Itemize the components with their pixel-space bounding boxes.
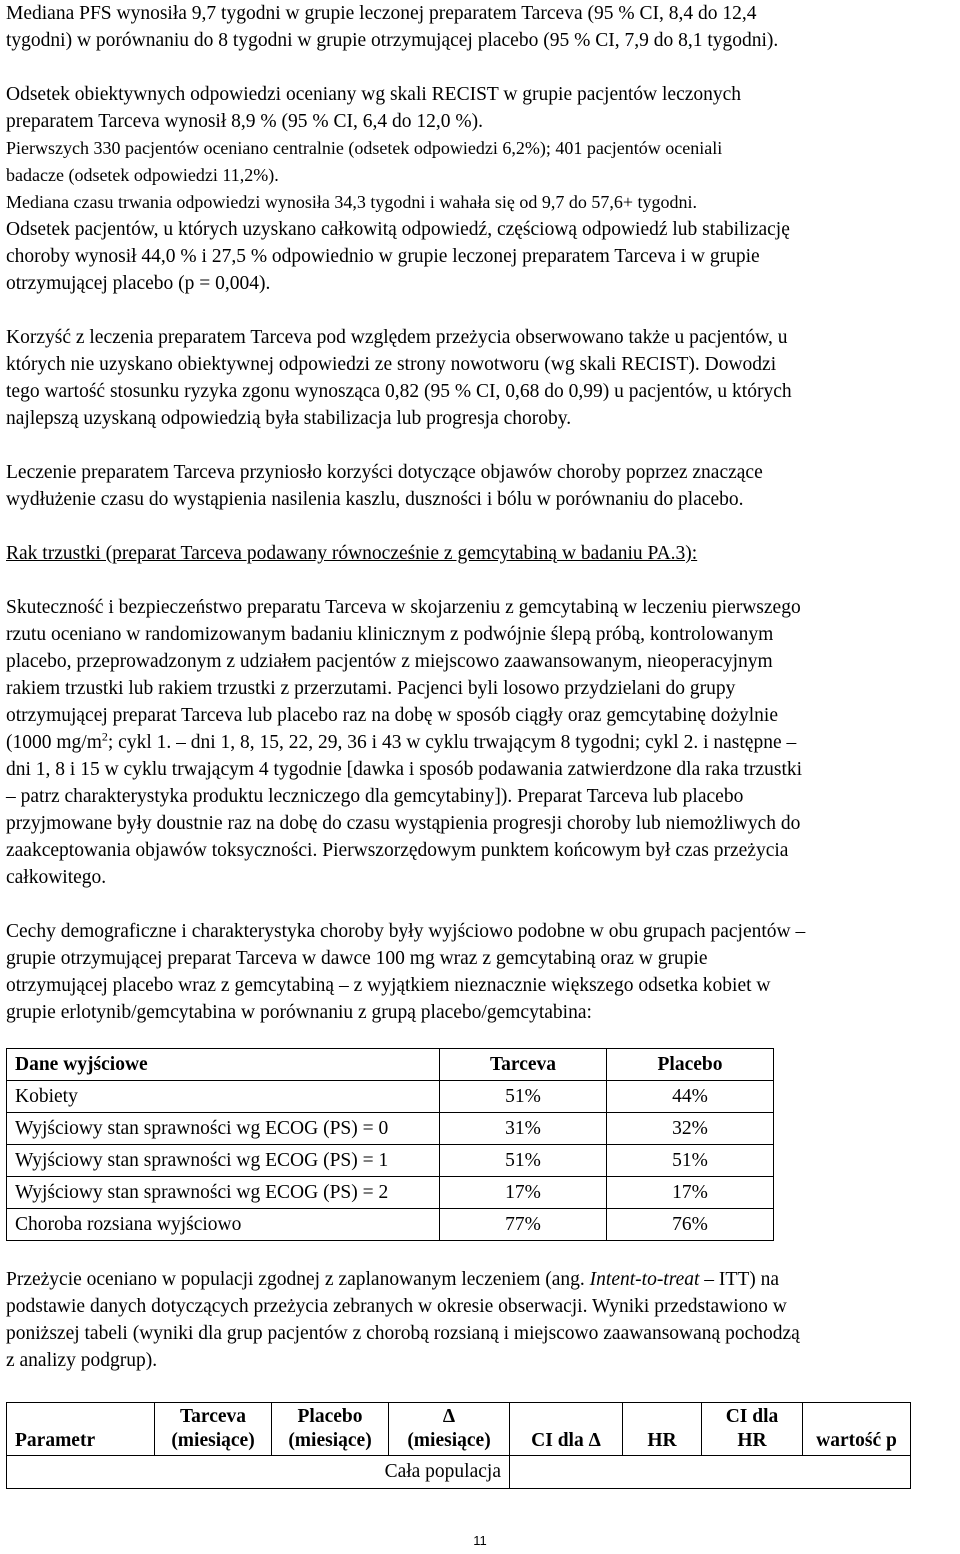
table-cell: Choroba rozsiana wyjściowo [7,1209,440,1241]
table-cell: 32% [607,1113,774,1145]
paragraph-pfs [6,0,954,54]
text-line: dni 1, 8 i 15 w cyklu trwającym 4 tygodnie [dawka i sposób podawania zatwierdzone dla raka trzustki [6,759,803,780]
table-header-cell: CI dla Δ [510,1403,623,1456]
header-text: Placebo [297,1406,363,1427]
header-text: HR [737,1430,767,1451]
table-header-cell: Tarceva [440,1049,607,1081]
text-line: otrzymującej placebo (p = 0,004). [6,273,271,294]
text-span: – ITT) na [699,1269,780,1290]
document-page [6,0,954,1489]
table-row [7,1177,774,1209]
text-span: Przeżycie oceniano w populacji zgodnej z zaplanowanym leczeniem (ang. [6,1269,590,1290]
text-line: badacze (odsetek odpowiedzi 11,2%). [6,165,279,185]
text-line: poniższej tabeli (wyniki dla grup pacjentów z chorobą rozsianą i miejscowo zaawansowaną pochodzą [6,1323,800,1344]
table-header-cell: Parametr [7,1403,155,1456]
table-header-cell: Placebo [607,1049,774,1081]
text-line: rzutu oceniano w randomizowanym badaniu klinicznym z podwójnie ślepą próbą, kontrolowanym [6,624,774,645]
table-header-cell [702,1403,803,1456]
text-line: których nie uzyskano obiektywnej odpowiedzi ze strony nowotworu (wg skali RECIST). Dowodzi [6,354,777,375]
text-line: Leczenie preparatem Tarceva przyniosło korzyści dotyczące objawów choroby poprzez znaczące [6,462,763,483]
text-line: placebo, przeprowadzonym z udziałem pacjentów z miejscowo zaawansowanym, nieoperacyjnym [6,651,773,672]
header-text: Tarceva [179,1406,247,1427]
table-cell: 51% [440,1145,607,1177]
table-cell [510,1456,911,1489]
text-line: – patrz charakterystyka produktu leczniczego dla gemcytabiny]). Preparat Tarceva lub placebo [6,786,744,807]
text-line: najlepszą uzyskaną odpowiedzią była stabilizacja lub progresja choroby. [6,408,572,429]
table-cell: Wyjściowy stan sprawności wg ECOG (PS) = 2 [7,1177,440,1209]
table-cell: 76% [607,1209,774,1241]
table-cell: 51% [607,1145,774,1177]
italic-term: Intent-to-treat [589,1269,700,1290]
table-row [7,1081,774,1113]
table-cell: 51% [440,1081,607,1113]
table-header-row [7,1403,911,1456]
text-line: tego wartość stosunku ryzyka zgonu wynosząca 0,82 (95 % CI, 0,68 do 0,99) u pacjentów, u których [6,381,792,402]
paragraph-symptoms [6,459,954,513]
text-line: Cechy demograficzne i charakterystyka choroby były wyjściowo podobne w obu grupach pacjentów – [6,921,806,942]
section-heading: Rak trzustki (preparat Tarceva podawany równocześnie z gemcytabiną w badaniu PA.3): [6,543,698,564]
text-line: całkowitego. [6,867,107,888]
text-line: Korzyść z leczenia preparatem Tarceva pod względem przeżycia obserwowano także u pacjentów, u [6,327,788,348]
text-line: podstawie danych dotyczących przeżycia zebranych w okresie obserwacji. Wyniki przedstawiono w [6,1296,787,1317]
table-header-row [7,1049,774,1081]
text-line: Odsetek obiektywnych odpowiedzi oceniany wg skali RECIST w grupie pacjentów leczonych [6,84,742,105]
text-span: (1000 mg/m [6,732,102,753]
paragraph-recist [6,81,954,297]
text-line: otrzymującej preparat Tarceva lub placebo raz na dobę w sposób ciągły oraz gemcytabinę dożylnie [6,705,778,726]
table-subheader-row [7,1456,911,1489]
table-cell: 44% [607,1081,774,1113]
table-cell: 17% [440,1177,607,1209]
text-line: wydłużenie czasu do wystąpienia nasilenia kaszlu, duszności i bólu w porównaniu do placebo. [6,489,744,510]
text-line: Odsetek pacjentów, u których uzyskano całkowitą odpowiedź, częściową odpowiedź lub stabilizację [6,219,790,240]
text-span: ; cykl 1. – dni 1, 8, 15, 22, 29, 36 i 43 w cyklu trwającym 8 tygodni; cykl 2. i następne – [107,732,797,753]
paragraph-study-design [6,594,954,891]
text-line: choroby wynosił 44,0 % i 27,5 % odpowiednio w grupie leczonej preparatem Tarceva i w grupie [6,246,760,267]
survival-table [6,1402,911,1489]
table-cell: 77% [440,1209,607,1241]
paragraph-survival-benefit [6,324,954,432]
header-text: (miesiące) [407,1430,491,1451]
text-line: zaakceptowania objawów toksyczności. Pierwszorzędowym punktem końcowym był czas przeżycia [6,840,789,861]
table-cell: Kobiety [7,1081,440,1113]
table-row [7,1113,774,1145]
paragraph-demographics [6,918,954,1026]
text-line: Mediana PFS wynosiła 9,7 tygodni w grupie leczonej preparatem Tarceva (95 % CI, 8,4 do 12,4 [6,3,757,24]
text-line: Pierwszych 330 pacjentów oceniano centralnie (odsetek odpowiedzi 6,2%); 401 pacjentów oceniali [6,138,723,158]
table-header-cell: HR [623,1403,702,1456]
header-text: Δ [442,1406,456,1427]
table-header-cell [389,1403,510,1456]
table-cell: 17% [607,1177,774,1209]
header-text: (miesiące) [288,1430,372,1451]
text-line: Skuteczność i bezpieczeństwo preparatu Tarceva w skojarzeniu z gemcytabiną w leczeniu pierwszego [6,597,801,618]
table-cell: Wyjściowy stan sprawności wg ECOG (PS) = 1 [7,1145,440,1177]
table-cell: Wyjściowy stan sprawności wg ECOG (PS) = 0 [7,1113,440,1145]
baseline-table [6,1048,774,1241]
text-line: Mediana czasu trwania odpowiedzi wynosiła 34,3 tygodni i wahała się od 9,7 do 57,6+ tygodni. [6,192,698,212]
text-line: otrzymującej placebo wraz z gemcytabiną – z wyjątkiem nieznacznie większego odsetka kobiet w [6,975,771,996]
text-line: grupie erlotynib/gemcytabina w porównaniu z grupą placebo/gemcytabina: [6,1002,592,1023]
header-text: CI dla [725,1406,779,1427]
table-subheader-cell: Cała populacja [7,1456,510,1489]
table-header-cell: Dane wyjściowe [7,1049,440,1081]
text-line: grupie otrzymującej preparat Tarceva w dawce 100 mg wraz z gemcytabiną oraz w grupie [6,948,708,969]
paragraph-itt [6,1266,954,1374]
table-cell: 31% [440,1113,607,1145]
text-line [6,1266,954,1293]
header-text: (miesiące) [171,1430,255,1451]
text-line [6,729,954,756]
superscript: 2 [101,729,108,744]
text-line: przyjmowane były doustnie raz na dobę do czasu wystąpienia progresji choroby lub niemożliwych do [6,813,801,834]
table-row [7,1145,774,1177]
text-line: rakiem trzustki lub rakiem trzustki z przerzutami. Pacjenci byli losowo przydzielani do grupy [6,678,736,699]
text-line: preparatem Tarceva wynosił 8,9 % (95 % CI, 6,4 do 12,0 %). [6,111,483,132]
table-header-cell [272,1403,389,1456]
table-header-cell: wartość p [803,1403,911,1456]
text-line: tygodni) w porównaniu do 8 tygodni w grupie otrzymującej placebo (95 % CI, 7,9 do 8,1 tygodni). [6,30,779,51]
text-line: z analizy podgrup). [6,1350,158,1371]
table-header-cell [155,1403,272,1456]
table-row [7,1209,774,1241]
page-number: 11 [473,1533,487,1548]
